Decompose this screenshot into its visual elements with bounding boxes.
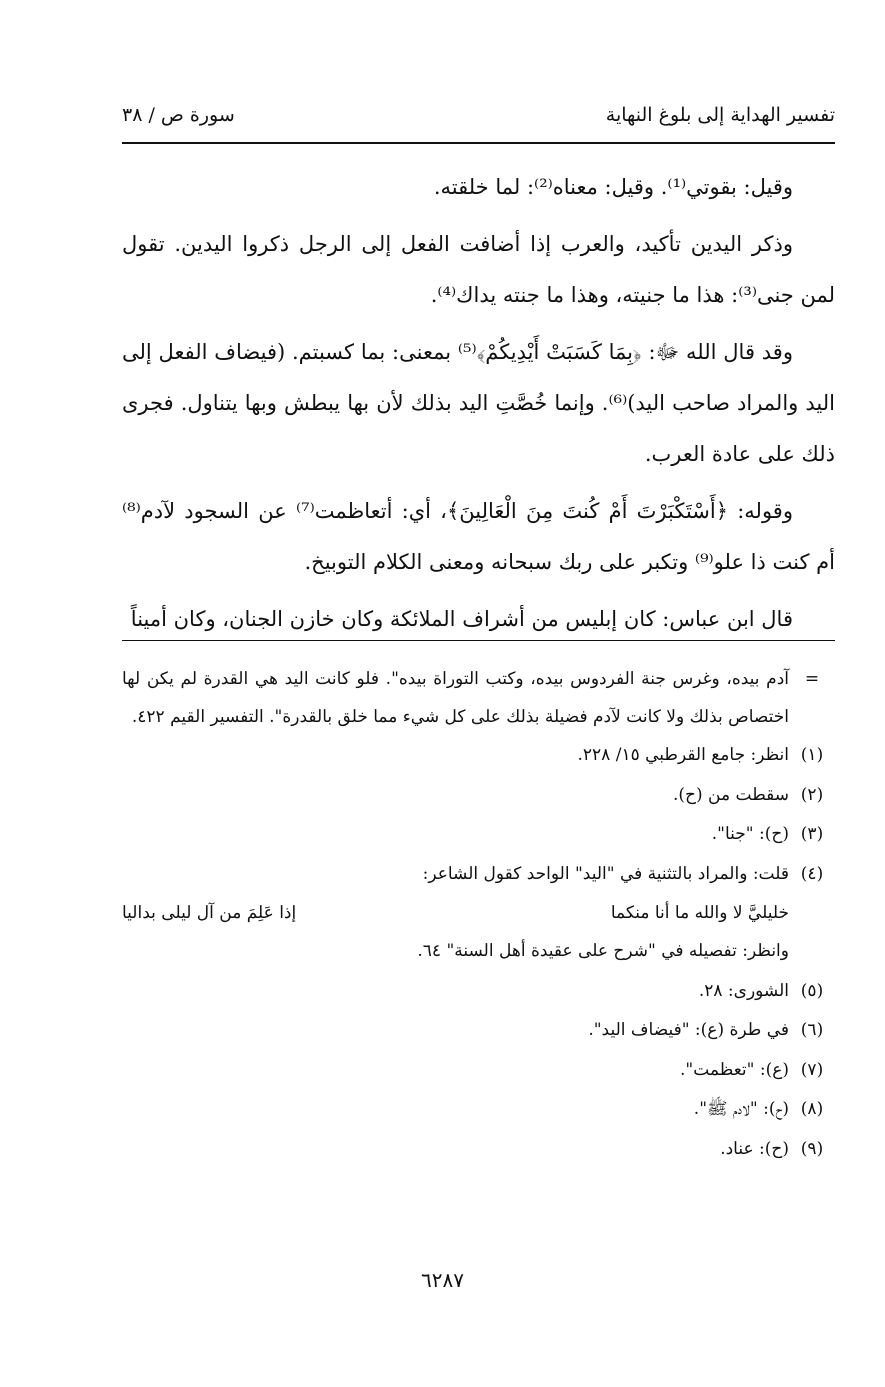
- running-header: [122, 98, 835, 144]
- footnote-text: (ح): "جنا".: [711, 824, 789, 844]
- footnote-number: (٩): [800, 1138, 824, 1159]
- paragraph: وذكر اليدين تأكيد، والعرب إذا أضافت الفعل إلى الرجل ذكروا اليدين. تقول لمن جنى⁽³⁾: هذا ما جنيته، وهذا ما جنته يداك⁽⁴⁾.: [122, 232, 835, 307]
- footnote-separator: [122, 640, 835, 641]
- footnote-list: [122, 972, 835, 1168]
- footnote-item: [122, 972, 835, 1010]
- footnote-text: (ع): "تعظمت".: [680, 1059, 789, 1080]
- main-text: [122, 162, 835, 651]
- footnote-item: [122, 1011, 835, 1049]
- footnote-item: [122, 1130, 835, 1168]
- footnote-item: [122, 1090, 835, 1128]
- footnote-text: قلت: والمراد بالتثنية في "اليد" الواحد كقول الشاعر:: [422, 863, 789, 884]
- paragraph: وقيل: بقوتي⁽¹⁾. وقيل: معناه⁽²⁾: لما خلقته.: [433, 175, 793, 199]
- verse-first-hemistich: خليليَّ لا والله ما أنا منكما: [610, 903, 789, 923]
- footnote-item: [122, 855, 835, 893]
- paragraph: وقد قال الله ﷻ: ﴿بِمَا كَسَبَتْ أَيْدِيكُمْ﴾⁽⁵⁾ بمعنى: بما كسبتم. (فيضاف الفعل إلى اليد والمراد صاحب اليد)⁽⁶⁾. وإنما خُصَّتِ اليد بذلك لأن بها يبطش وبها يتناول. فجرى ذلك على عادة العرب.: [122, 340, 835, 466]
- continuation-mark: =: [804, 669, 820, 689]
- footnote-number: (٤): [800, 863, 824, 884]
- footnote-number: (٨): [800, 1099, 824, 1119]
- footnote-text: الشورى: ٢٨.: [698, 980, 789, 1001]
- footnote-text: وانظر: تفصيله في "شرح على عقيدة أهل السنة" ٦٤.: [417, 941, 789, 961]
- footnote-list: [122, 736, 835, 893]
- footnote-item: [122, 1051, 835, 1089]
- paragraph: وقوله: ﴿أَسْتَكْبَرْتَ أَمْ كُنتَ مِنَ الْعَالِينَ﴾، أي: أتعاظمت⁽⁷⁾ عن السجود لآدم⁽⁸⁾ أم كنت ذا علو⁽⁹⁾ وتكبر على ربك سبحانه ومعنى الكلام التوبيخ.: [122, 499, 835, 574]
- footnote-text: سقطت من (ح).: [673, 784, 789, 805]
- footnote-item: [122, 776, 835, 814]
- footnote-number: (٧): [800, 1059, 824, 1080]
- footnote-item: [122, 736, 835, 774]
- footnote-note: [122, 932, 835, 970]
- footnote-number: (٣): [800, 824, 824, 844]
- footnote-continuation: [122, 660, 835, 736]
- footnote-number: (١): [800, 745, 824, 765]
- book-title: تفسير الهداية إلى بلوغ النهاية: [605, 104, 835, 126]
- page-number: ٦٢٨٧: [421, 1268, 464, 1292]
- poetry-verse: [122, 894, 835, 932]
- surah-page-label: سورة ص / ٣٨: [122, 104, 235, 126]
- footnote-text: (ح): عناد.: [720, 1138, 789, 1159]
- footnotes: [122, 660, 835, 1169]
- paragraph: قال ابن عباس: كان إبليس من أشراف الملائكة وكان خازن الجنان، وكان أميناً: [130, 607, 793, 631]
- footnote-text: في طرة (ع): "فيضاف اليد".: [588, 1020, 789, 1040]
- footnote-text: انظر: جامع القرطبي ١٥/ ٢٢٨.: [577, 745, 789, 765]
- verse-second-hemistich: إذا عَلِمَ من آل ليلى بداليا: [122, 903, 297, 923]
- continuation-text: آدم بيده، وغرس جنة الفردوس بيده، وكتب التوراة بيده". فلو كانت اليد هي القدرة لم يكن لها اختصاص بذلك ولا كانت لآدم فضيلة بذلك على كل شيء مما خلق بالقدرة". التفسير القيم ٤٢٢.: [122, 669, 789, 727]
- footnote-number: (٢): [800, 784, 824, 805]
- footnote-number: (٦): [800, 1020, 824, 1040]
- footnote-item: [122, 815, 835, 853]
- footnote-number: (٥): [800, 980, 824, 1001]
- footnote-text: (ح): "لادم ﷺ".: [693, 1099, 789, 1119]
